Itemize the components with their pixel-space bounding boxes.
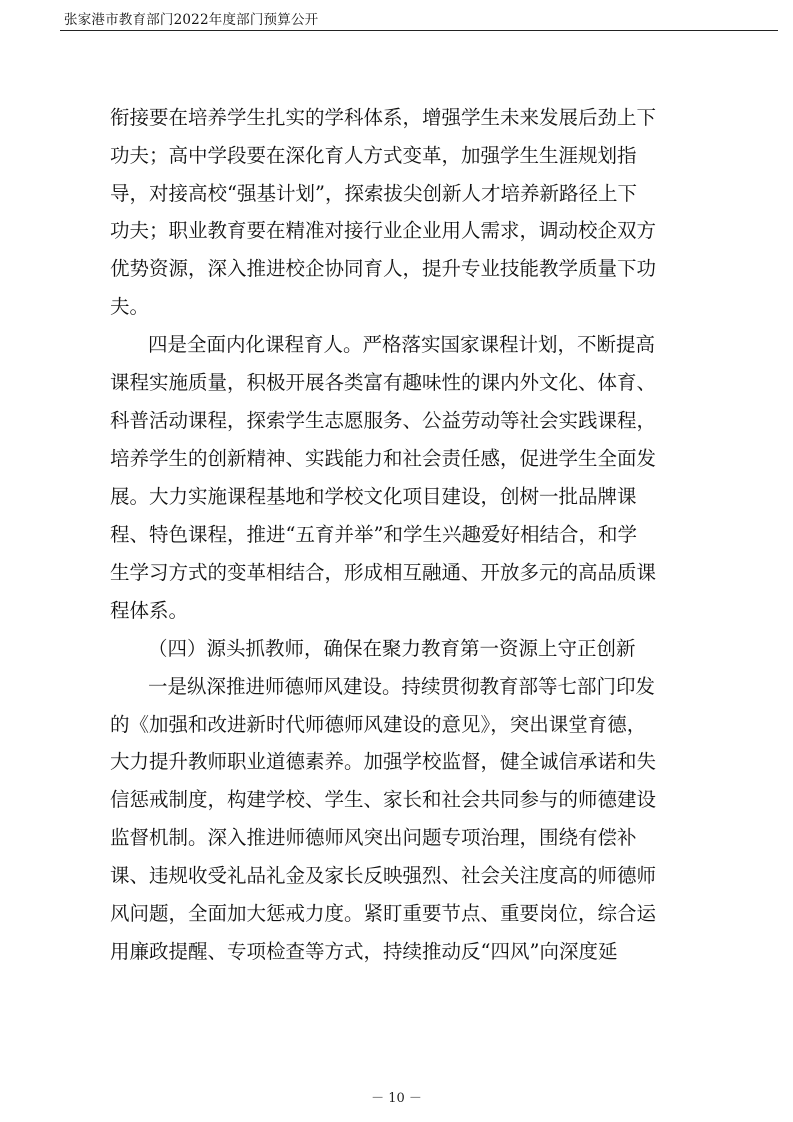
page-number: － 10 － [371, 1091, 422, 1106]
page-header [60, 2, 778, 31]
text-line: 的《加强和改进新时代师德师风建设的意见》，突出课堂育德， [110, 713, 647, 736]
text-line: 用廉政提醒、专项检查等方式，持续推动反“四风”向深度延 [110, 940, 618, 963]
text-line: 夫。 [110, 295, 150, 318]
text-line: 程体系。 [110, 599, 189, 622]
text-line: 课、违规收受礼品礼金及家长反映强烈、社会关注度高的师德师 [110, 864, 657, 887]
paragraph-first-line: 四是全面内化课程育人。严格落实国家课程计划，不断提高 [148, 333, 656, 356]
text-line: 大力提升教师职业道德素养。加强学校监督，健全诚信承诺和失 [110, 750, 657, 773]
text-line: 功夫；高中学段要在深化育人方式变革，加强学生生涯规划指 [110, 144, 637, 167]
text-line: 培养学生的创新精神、实践能力和社会责任感，促进学生全面发 [110, 447, 657, 470]
text-line: 功夫；职业教育要在精准对接行业企业用人需求，调动校企双方 [110, 219, 657, 242]
header-title: 张家港市教育部门2022年度部门预算公开 [64, 12, 319, 28]
text-line: 课程实施质量，积极开展各类富有趣味性的课内外文化、体育、 [110, 371, 657, 394]
paragraph-first-line: 一是纵深推进师德师风建设。持续贯彻教育部等七部门印发 [148, 675, 656, 698]
text-line: 信惩戒制度，构建学校、学生、家长和社会共同参与的师德建设 [110, 788, 657, 811]
text-line: 导，对接高校“强基计划”，探索拔尖创新人才培养新路径上下 [110, 182, 637, 205]
text-line: 生学习方式的变革相结合，形成相互融通、开放多元的高品质课 [110, 561, 657, 584]
text-line: 科普活动课程，探索学生志愿服务、公益劳动等社会实践课程， [110, 409, 657, 432]
text-line: 程、特色课程，推进“五育并举”和学生兴趣爱好相结合，和学 [110, 523, 637, 546]
section-heading: （四）源头抓教师，确保在聚力教育第一资源上守正创新 [148, 637, 636, 660]
text-line: 风问题，全面加大惩戒力度。紧盯重要节点、重要岗位，综合运 [110, 902, 657, 925]
text-line: 优势资源，深入推进校企协同育人，提升专业技能教学质量下功 [110, 257, 657, 280]
text-line: 展。大力实施课程基地和学校文化项目建设，创树一批品牌课 [110, 485, 637, 508]
text-line: 衔接要在培养学生扎实的学科体系，增强学生未来发展后劲上下 [110, 106, 657, 129]
text-line: 监督机制。深入推进师德师风突出问题专项治理，围绕有偿补 [110, 826, 637, 849]
